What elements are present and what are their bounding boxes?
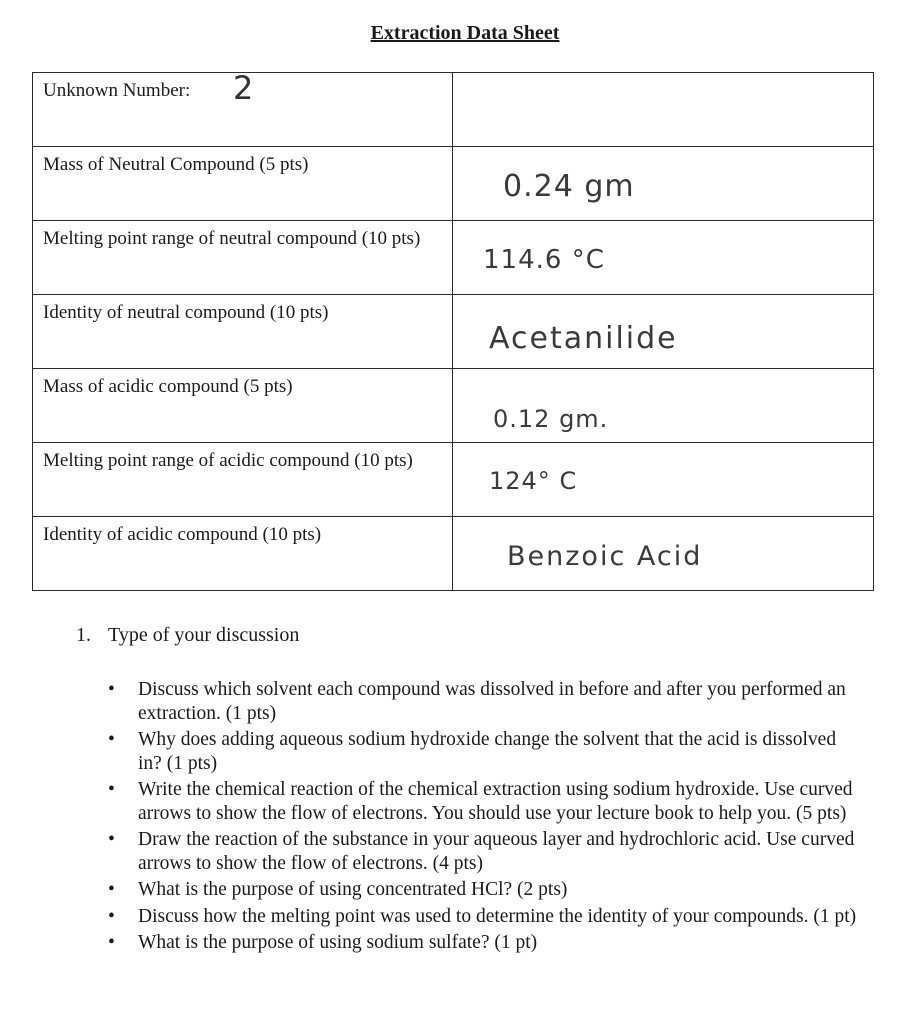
neutral-mass-label: Mass of Neutral Compound (5 pts) <box>33 147 453 221</box>
row-value-cell <box>453 295 874 369</box>
row-value-cell <box>453 73 874 147</box>
unknown-number-value: 2 <box>233 69 254 107</box>
list-item: • Discuss how the melting point was used to determine the identity of your compounds. (1 pt) <box>108 905 857 927</box>
acidic-mass-label: Mass of acidic compound (5 pts) <box>33 369 453 443</box>
discussion-number: 1. <box>76 624 91 646</box>
neutral-identity-value: Acetanilide <box>489 321 678 356</box>
row-label-cell <box>33 69 453 147</box>
bullet-icon: • <box>108 779 115 800</box>
discussion-heading-text: Type of your discussion <box>108 624 300 646</box>
discussion-heading <box>76 624 299 647</box>
row-value-cell <box>453 221 874 295</box>
acidic-identity-label: Identity of acidic compound (10 pts) <box>33 517 453 591</box>
list-item: • Draw the reaction of the substance in your aqueous layer and hydrochloric acid. Use curved arrows to show the flow of electrons. (4 pts) <box>108 829 855 874</box>
acidic-melting-point-label: Melting point range of acidic compound (10 pts) <box>33 443 453 517</box>
list-item: • Discuss which solvent each compound was dissolved in before and after you performed an extraction. (1 pts) <box>108 679 846 724</box>
row-value-cell <box>453 517 874 591</box>
bullet-icon: • <box>108 932 115 953</box>
list-item: • What is the purpose of using sodium sulfate? (1 pt) <box>108 932 538 953</box>
row-value-cell <box>453 369 874 443</box>
list-item: • What is the purpose of using concentrated HCl? (2 pts) <box>108 879 568 900</box>
bullet-icon: • <box>108 879 115 900</box>
table-row <box>33 221 874 295</box>
table-row <box>33 295 874 369</box>
unknown-number-label: Unknown Number: <box>43 80 191 101</box>
bullet-icon: • <box>108 679 115 700</box>
row-value-cell <box>453 443 874 517</box>
neutral-identity-label: Identity of neutral compound (10 pts) <box>33 295 453 369</box>
document-title: Extraction Data Sheet <box>370 22 560 44</box>
bullet-icon: • <box>108 829 115 850</box>
list-item: • Write the chemical reaction of the chemical extraction using sodium hydroxide. Use curved arrows to show the flow of electrons. You should use your lecture book to help you. (5 pts) <box>108 779 853 824</box>
table-row <box>33 517 874 591</box>
row-value-cell <box>453 147 874 221</box>
list-item: • Why does adding aqueous sodium hydroxide change the solvent that the acid is dissolved in? (1 pts) <box>108 729 837 774</box>
discussion-bullet-list <box>104 678 864 958</box>
neutral-melting-point-value: 114.6 °C <box>483 245 605 275</box>
acidic-mass-value: 0.12 gm. <box>493 405 609 433</box>
bullet-icon: • <box>108 729 115 750</box>
table-row <box>33 147 874 221</box>
neutral-melting-point-label: Melting point range of neutral compound (10 pts) <box>33 221 453 295</box>
neutral-mass-value: 0.24 gm <box>503 169 635 204</box>
acidic-melting-point-value: 124° C <box>489 467 578 495</box>
table-row <box>33 369 874 443</box>
bullet-icon: • <box>108 905 115 927</box>
acidic-identity-value: Benzoic Acid <box>507 541 703 572</box>
table-row <box>33 73 874 147</box>
extraction-data-table <box>32 69 874 591</box>
table-row <box>33 443 874 517</box>
